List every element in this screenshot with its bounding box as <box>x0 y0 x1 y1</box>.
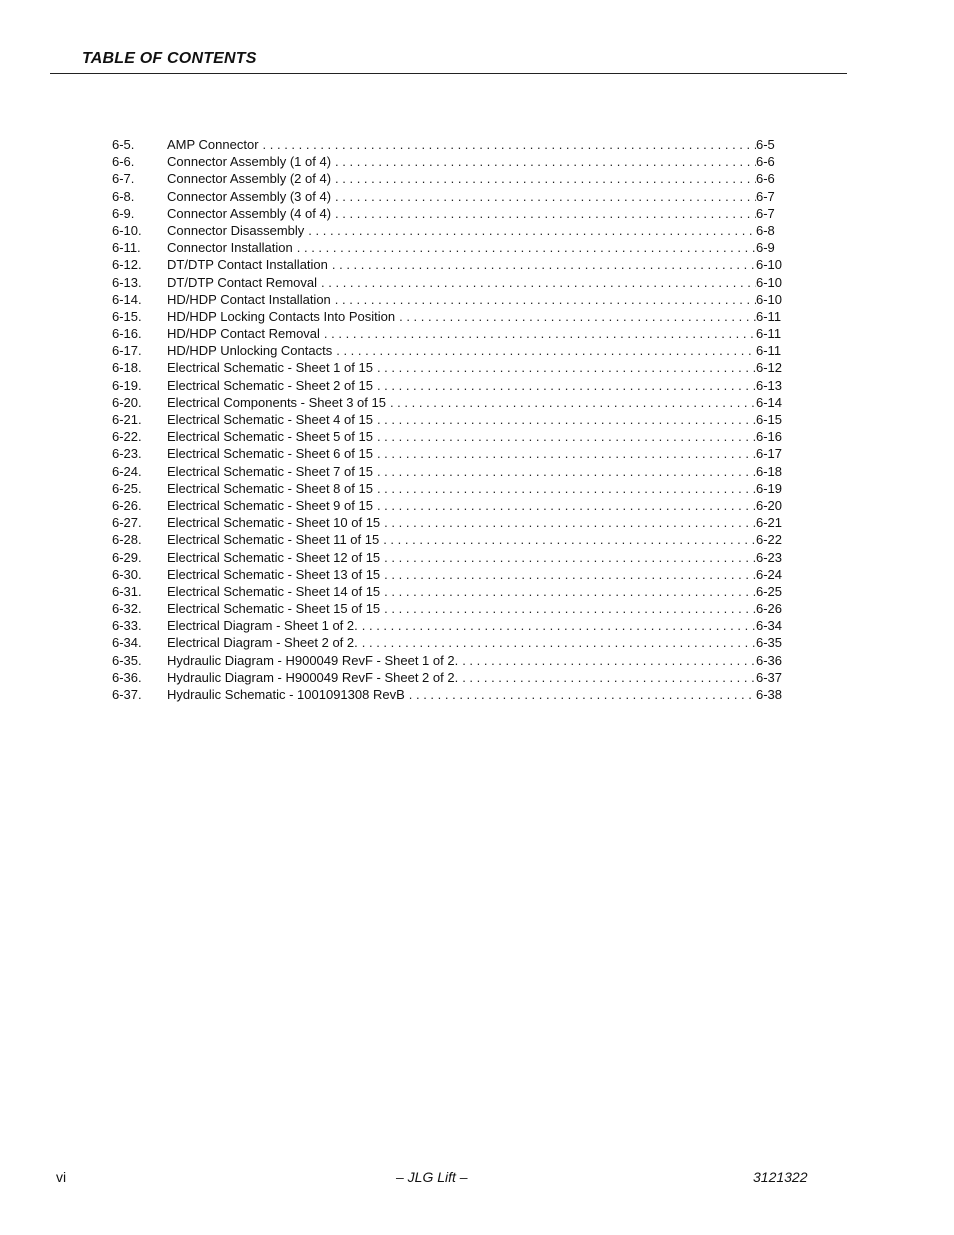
toc-entry-number: 6-30. <box>112 566 142 582</box>
toc-entry-number: 6-37. <box>112 687 142 702</box>
toc-entry-number: 6-7. <box>112 171 135 187</box>
toc-entry-number: 6-18. <box>112 360 142 376</box>
toc-entry-number: 6-28. <box>112 532 142 548</box>
toc-entry-title: Electrical Schematic - Sheet 7 of 15 <box>167 463 373 479</box>
toc-entry-title: Electrical Schematic - Sheet 10 of 15 <box>167 515 381 531</box>
toc-entry[interactable] <box>112 377 786 394</box>
toc-entry[interactable] <box>112 445 786 462</box>
toc-dot-leader <box>335 291 756 308</box>
toc-entry-number: 6-27. <box>112 515 142 531</box>
toc-entry[interactable] <box>112 342 786 359</box>
toc-entry-number: 6-23. <box>112 446 142 462</box>
toc-entry-title: Electrical Schematic - Sheet 6 of 15 <box>167 446 373 462</box>
toc-entry[interactable] <box>112 480 786 497</box>
toc-entry[interactable] <box>112 291 786 308</box>
toc-entry-page: 6-25 <box>756 583 783 599</box>
toc-entry[interactable] <box>112 239 786 256</box>
toc-entry-page: 6-6 <box>756 154 775 170</box>
toc-dot-leader <box>384 583 756 600</box>
toc-dot-leader <box>377 359 756 376</box>
toc-entry-number: 6-22. <box>112 429 142 445</box>
toc-entry-number: 6-16. <box>112 326 142 342</box>
toc-list <box>112 136 786 703</box>
toc-entry-page: 6-14 <box>756 394 783 410</box>
toc-entry[interactable] <box>112 256 786 273</box>
toc-entry-title: Connector Disassembly <box>167 222 305 238</box>
toc-entry-number: 6-29. <box>112 549 142 565</box>
toc-entry-page: 6-35 <box>756 635 783 651</box>
toc-dot-leader <box>409 686 756 703</box>
toc-entry-title: Electrical Schematic - Sheet 4 of 15 <box>167 412 373 427</box>
toc-dot-leader <box>335 170 756 187</box>
toc-entry[interactable] <box>112 411 786 428</box>
toc-entry[interactable] <box>112 274 786 291</box>
toc-entry-page: 6-16 <box>756 429 783 445</box>
toc-entry-title: Electrical Schematic - Sheet 15 of 15 <box>167 601 381 617</box>
toc-entry-number: 6-8. <box>112 188 135 204</box>
toc-entry-title: Electrical Schematic - Sheet 2 of 15 <box>167 377 373 393</box>
toc-entry-number: 6-19. <box>112 377 142 393</box>
toc-entry-number: 6-5. <box>112 137 135 152</box>
toc-dot-leader <box>297 239 756 256</box>
page-header-title: TABLE OF CONTENTS <box>82 50 257 67</box>
toc-entry[interactable] <box>112 463 786 480</box>
toc-entry-page: 6-7 <box>756 188 775 204</box>
toc-entry[interactable] <box>112 359 786 376</box>
toc-entry-page: 6-18 <box>756 463 783 479</box>
toc-entry-title: Electrical Schematic - Sheet 5 of 15 <box>167 429 373 445</box>
toc-entry[interactable] <box>112 205 786 222</box>
toc-entry-title: Connector Assembly (2 of 4) <box>167 171 332 187</box>
toc-entry-page: 6-24 <box>756 566 783 582</box>
toc-entry[interactable] <box>112 428 786 445</box>
toc-dot-leader <box>383 531 756 548</box>
toc-dot-leader <box>362 634 756 651</box>
toc-entry-page: 6-10 <box>756 291 783 307</box>
toc-entry-page: 6-8 <box>756 222 775 238</box>
toc-dot-leader <box>362 617 756 634</box>
toc-dot-leader <box>377 377 756 394</box>
toc-entry-title: Electrical Diagram - Sheet 2 of 2. <box>167 635 358 651</box>
toc-dot-leader <box>462 652 756 669</box>
toc-entry-title: AMP Connector <box>167 137 259 152</box>
toc-entry-page: 6-10 <box>756 274 783 290</box>
toc-entry-page: 6-11 <box>756 343 782 359</box>
toc-entry-page: 6-17 <box>756 446 783 462</box>
toc-entry-page: 6-37 <box>756 669 783 685</box>
toc-entry-number: 6-9. <box>112 205 135 221</box>
toc-entry-title: Hydraulic Diagram - H900049 RevF - Sheet 2 of 2. <box>167 669 459 685</box>
toc-entry-title: HD/HDP Locking Contacts Into Position <box>167 308 396 324</box>
toc-entry-number: 6-33. <box>112 618 142 634</box>
toc-entry-page: 6-12 <box>756 360 783 376</box>
toc-entry-page: 6-11 <box>756 326 782 342</box>
footer-page-number: vi <box>56 1169 67 1185</box>
toc-entry-page: 6-22 <box>756 532 783 548</box>
toc-entry-number: 6-21. <box>112 412 142 427</box>
toc-entry[interactable] <box>112 531 786 548</box>
toc-entry-page: 6-10 <box>756 257 783 273</box>
toc-entry-number: 6-13. <box>112 274 142 290</box>
toc-dot-leader <box>377 497 756 514</box>
toc-dot-leader <box>335 205 756 222</box>
toc-entry-number: 6-10. <box>112 222 142 238</box>
toc-entry-page: 6-9 <box>756 240 775 256</box>
toc-entry-number: 6-31. <box>112 583 142 599</box>
toc-entry[interactable] <box>112 514 786 531</box>
toc-dot-leader <box>335 153 756 170</box>
toc-dot-leader <box>377 411 756 428</box>
toc-entry-page: 6-6 <box>756 171 775 187</box>
toc-dot-leader <box>324 325 756 342</box>
toc-entry-number: 6-14. <box>112 291 142 307</box>
toc-dot-leader <box>332 256 756 273</box>
toc-entry-title: Electrical Schematic - Sheet 14 of 15 <box>167 583 381 599</box>
toc-entry-page: 6-38 <box>756 687 783 702</box>
toc-entry-title: Electrical Schematic - Sheet 1 of 15 <box>167 360 373 376</box>
toc-entry-page: 6-23 <box>756 549 783 565</box>
toc-entry-number: 6-34. <box>112 635 142 651</box>
toc-dot-leader <box>384 549 756 566</box>
header-divider <box>50 73 847 74</box>
toc-entry[interactable] <box>112 686 786 703</box>
toc-dot-leader <box>335 188 756 205</box>
toc-entry-number: 6-15. <box>112 308 142 324</box>
toc-dot-leader <box>377 480 756 497</box>
toc-entry-page: 6-20 <box>756 497 783 513</box>
toc-dot-leader <box>399 308 756 325</box>
toc-entry[interactable] <box>112 222 786 239</box>
toc-entry[interactable] <box>112 497 786 514</box>
toc-entry-title: Electrical Schematic - Sheet 12 of 15 <box>167 549 381 565</box>
toc-entry-page: 6-21 <box>756 515 783 531</box>
toc-dot-leader <box>462 669 756 686</box>
toc-entry[interactable] <box>112 583 786 600</box>
toc-entry-title: HD/HDP Contact Removal <box>167 326 320 342</box>
toc-entry-title: Electrical Schematic - Sheet 8 of 15 <box>167 480 373 496</box>
footer-doc-number: 3121322 <box>753 1169 808 1185</box>
toc-entry-page: 6-5 <box>756 137 775 152</box>
toc-entry-number: 6-6. <box>112 154 135 170</box>
toc-entry-title: Electrical Schematic - Sheet 11 of 15 <box>167 532 380 548</box>
toc-entry-title: Electrical Components - Sheet 3 of 15 <box>167 394 386 410</box>
toc-entry[interactable] <box>112 600 786 617</box>
toc-entry-number: 6-32. <box>112 601 142 617</box>
toc-entry-title: Connector Assembly (1 of 4) <box>167 154 332 170</box>
toc-entry[interactable] <box>112 617 786 634</box>
toc-entry-number: 6-12. <box>112 257 142 273</box>
toc-dot-leader <box>384 566 756 583</box>
toc-entry-title: Electrical Schematic - Sheet 13 of 15 <box>167 566 381 582</box>
toc-entry-number: 6-26. <box>112 497 142 513</box>
toc-entry[interactable] <box>112 170 786 187</box>
toc-dot-leader <box>377 428 756 445</box>
toc-entry-title: Connector Installation <box>167 240 293 256</box>
toc-entry-page: 6-11 <box>756 308 782 324</box>
toc-dot-leader <box>377 463 756 480</box>
toc-entry-number: 6-25. <box>112 480 142 496</box>
toc-entry-number: 6-17. <box>112 343 142 359</box>
toc-entry-title: Connector Assembly (3 of 4) <box>167 188 332 204</box>
toc-entry[interactable] <box>112 308 786 325</box>
toc-entry-page: 6-34 <box>756 618 783 634</box>
toc-entry-page: 6-15 <box>756 412 783 427</box>
toc-dot-leader <box>384 600 756 617</box>
toc-dot-leader <box>384 514 756 531</box>
toc-entry-page: 6-19 <box>756 480 783 496</box>
toc-entry-title: Connector Assembly (4 of 4) <box>167 205 332 221</box>
toc-entry-number: 6-35. <box>112 652 142 668</box>
toc-entry-title: Electrical Schematic - Sheet 9 of 15 <box>167 497 373 513</box>
footer-publisher: – JLG Lift – <box>396 1169 468 1185</box>
toc-entry[interactable] <box>112 566 786 583</box>
toc-entry-number: 6-36. <box>112 669 142 685</box>
toc-entry-page: 6-26 <box>756 601 783 617</box>
toc-dot-leader <box>308 222 756 239</box>
toc-entry[interactable] <box>112 669 786 686</box>
toc-entry-number: 6-11. <box>112 240 141 256</box>
toc-entry-page: 6-7 <box>756 205 775 221</box>
toc-entry-number: 6-24. <box>112 463 142 479</box>
toc-entry-page: 6-13 <box>756 377 783 393</box>
toc-dot-leader <box>321 274 756 291</box>
toc-entry-title: Hydraulic Diagram - H900049 RevF - Sheet 1 of 2. <box>167 652 459 668</box>
toc-entry[interactable] <box>112 549 786 566</box>
toc-entry-title: HD/HDP Contact Installation <box>167 291 331 307</box>
toc-entry[interactable] <box>112 136 786 153</box>
toc-entry[interactable] <box>112 153 786 170</box>
toc-entry-page: 6-36 <box>756 652 783 668</box>
toc-dot-leader <box>263 136 756 153</box>
toc-entry-title: HD/HDP Unlocking Contacts <box>167 343 333 359</box>
toc-entry[interactable] <box>112 188 786 205</box>
toc-dot-leader <box>336 342 756 359</box>
toc-entry-title: DT/DTP Contact Installation <box>167 257 328 273</box>
toc-dot-leader <box>390 394 756 411</box>
toc-dot-leader <box>377 445 756 462</box>
toc-entry-title: Electrical Diagram - Sheet 1 of 2. <box>167 618 358 634</box>
toc-entry[interactable] <box>112 652 786 669</box>
toc-entry[interactable] <box>112 394 786 411</box>
toc-entry-number: 6-20. <box>112 394 142 410</box>
toc-entry-title: DT/DTP Contact Removal <box>167 274 318 290</box>
toc-entry-title: Hydraulic Schematic - 1001091308 RevB <box>167 687 405 702</box>
toc-entry[interactable] <box>112 634 786 651</box>
toc-entry[interactable] <box>112 325 786 342</box>
